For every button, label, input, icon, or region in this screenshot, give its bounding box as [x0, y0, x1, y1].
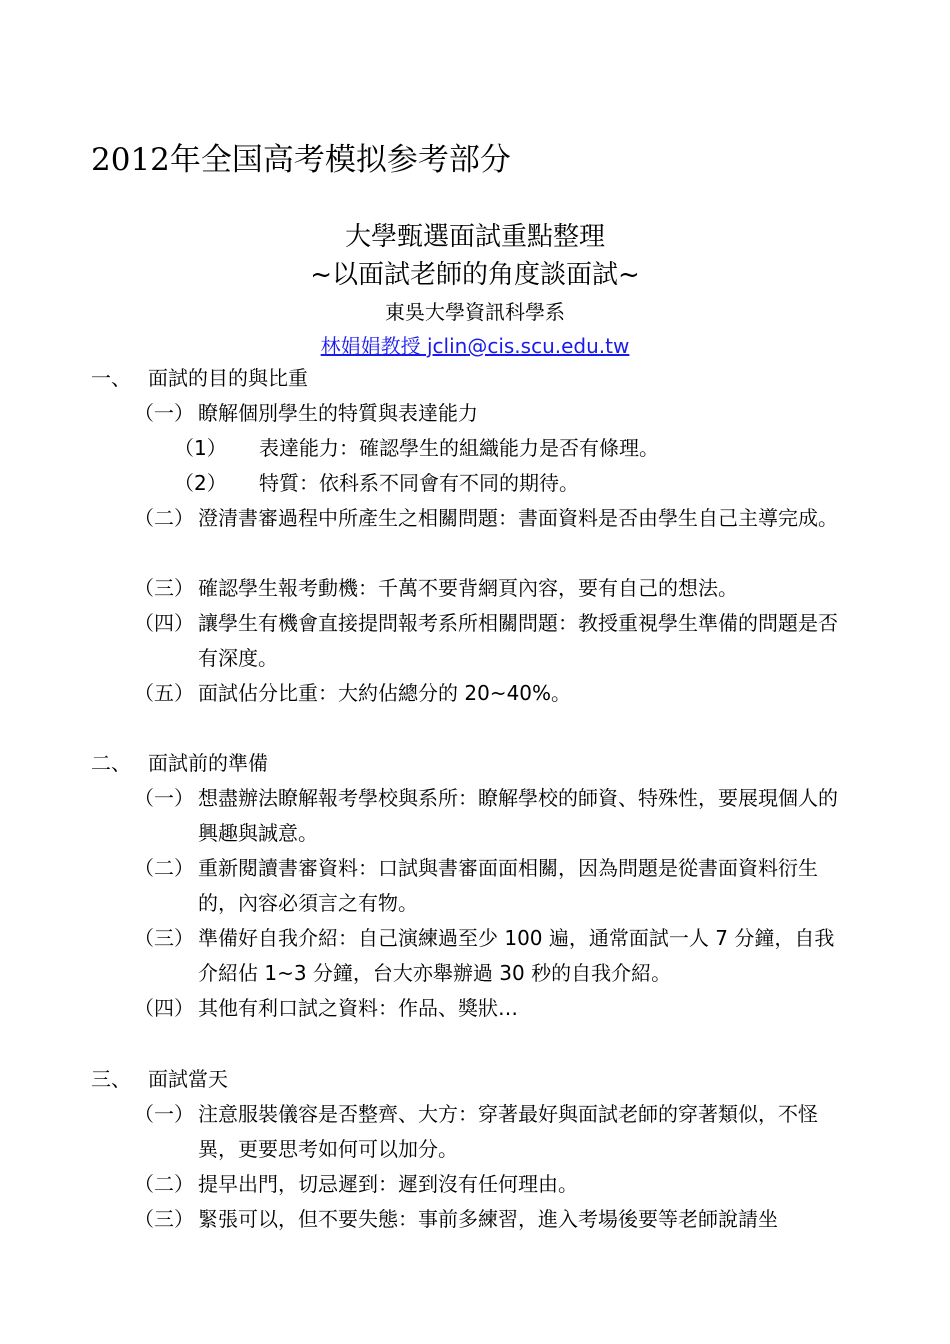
list-item	[134, 676, 854, 711]
section-number: 三、	[91, 1067, 131, 1091]
sub-item-text: 特質：依科系不同會有不同的期待。	[259, 471, 579, 495]
document-title: 大學甄選面試重點整理	[344, 222, 605, 252]
item-marker: （二）	[134, 1172, 194, 1196]
list-item	[134, 921, 854, 991]
item-text: 準備好自我介紹：自己演練過至少 100 遍，通常面試一人 7 分鐘，自我介紹佔 1~3 分鐘，台大亦舉辦過 30 秒的自我介紹。	[198, 926, 835, 985]
list-item	[134, 1167, 854, 1202]
item-marker: （一）	[134, 786, 194, 810]
item-text: 注意服裝儀容是否整齊、大方：穿著最好與面試老師的穿著類似，不怪異，更要思考如何可以加分。	[198, 1102, 818, 1161]
list-item	[134, 1097, 854, 1167]
page-top-title: 2012年全国高考模拟参考部分	[91, 142, 511, 178]
section-title: 面試當天	[148, 1067, 228, 1091]
list-item	[134, 991, 854, 1026]
section-heading	[91, 746, 268, 781]
document-subtitle: ~以面試老師的角度談面試~	[310, 260, 640, 290]
item-marker: （三）	[134, 576, 194, 600]
sub-item	[174, 466, 579, 501]
author-line	[0, 330, 950, 359]
list-item	[134, 851, 854, 921]
item-text: 其他有利口試之資料：作品、獎狀…	[198, 996, 518, 1020]
section-title: 面試的目的與比重	[148, 366, 308, 390]
item-marker: （二）	[134, 856, 194, 880]
item-text: 面試佔分比重：大約佔總分的 20~40%。	[198, 681, 572, 705]
item-text: 提早出門，切忌遲到：遲到沒有任何理由。	[198, 1172, 578, 1196]
list-item	[134, 571, 854, 606]
item-text: 確認學生報考動機：千萬不要背網頁內容，要有自己的想法。	[198, 576, 738, 600]
list-item	[134, 1202, 854, 1237]
item-marker: （三）	[134, 1207, 194, 1231]
item-text: 想盡辦法瞭解報考學校與系所：瞭解學校的師資、特殊性，要展現個人的興趣與誠意。	[198, 786, 838, 845]
section-number: 一、	[91, 366, 131, 390]
sub-item	[174, 431, 659, 466]
list-item	[134, 606, 854, 676]
author-email-link[interactable]: 林娟娟教授 jclin@cis.scu.edu.tw	[320, 334, 630, 358]
item-text: 瞭解個別學生的特質與表達能力	[198, 401, 478, 425]
list-item	[134, 396, 854, 431]
item-marker: （一）	[134, 401, 194, 425]
item-marker: （一）	[134, 1102, 194, 1126]
sub-item-text: 表達能力：確認學生的組織能力是否有條理。	[259, 436, 659, 460]
item-text: 讓學生有機會直接提問報考系所相關問題：教授重視學生準備的問題是否有深度。	[198, 611, 838, 670]
item-text: 澄清書審過程中所產生之相關問題：書面資料是否由學生自己主導完成。	[198, 506, 838, 530]
item-marker: （三）	[134, 926, 194, 950]
sub-item-marker: （1）	[174, 436, 227, 460]
section-title: 面試前的準備	[148, 751, 268, 775]
list-item	[134, 501, 854, 536]
item-marker: （四）	[134, 611, 194, 635]
item-text: 緊張可以，但不要失態：事前多練習，進入考場後要等老師說請坐	[198, 1207, 778, 1231]
item-marker: （五）	[134, 681, 194, 705]
item-text: 重新閱讀書審資料：口試與書審面面相關，因為問題是從書面資料衍生的，內容必須言之有物。	[198, 856, 818, 915]
section-heading	[91, 361, 308, 396]
item-marker: （四）	[134, 996, 194, 1020]
section-number: 二、	[91, 751, 131, 775]
sub-item-marker: （2）	[174, 471, 227, 495]
item-marker: （二）	[134, 506, 194, 530]
section-heading	[91, 1062, 228, 1097]
list-item	[134, 781, 854, 851]
department-name: 東吳大學資訊科學系	[385, 300, 565, 324]
